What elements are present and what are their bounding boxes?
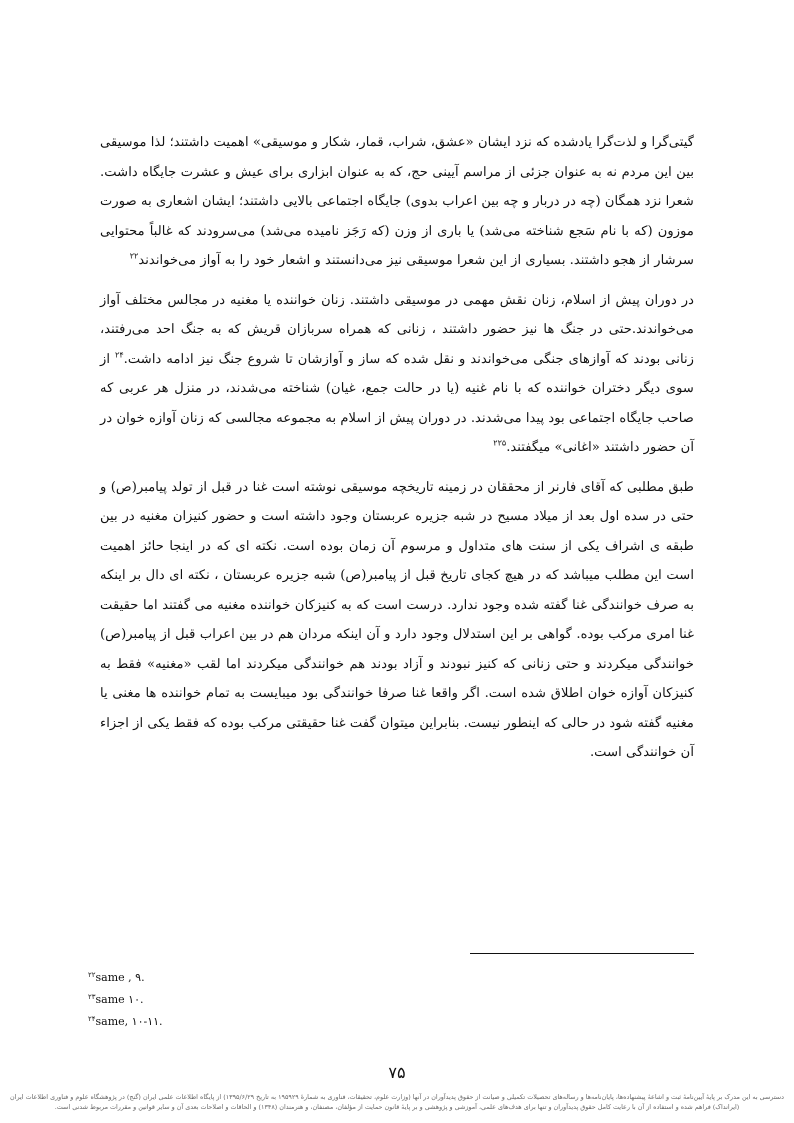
paragraph-3-text: طبق مطلبی که آقای فارنر از محققان در زمینه تاریخچه موسیقی نوشته است غنا در قبل از تولد پیامبر(ص) و حتی در سده اول بعد از میلاد مسیح در شبه جزیره عربستان وجود داشته است و حضور کنیزان مغنیه در بین طبقه ی اشراف یکی از سنت های متداول و مرسوم آن زمان بوده است. نکته ای که در اینجا حائز اهمیت است این مطلب میباشد که در هیچ کجای تاریخ قبل از پیامبر(ص) شبه جزیره عربستان ، نکته ای دال بر اینکه به صرف خوانندگی غنا گفته شده وجود ندارد. درست است که به کنیزکان خواننده مغنیه می گفتند اما حقیقت غنا امری مرکب بوده. گواهی بر این استدلال وجود دارد و آن اینکه مردان هم در بین اعراب قبل از پیامبر(ص) خوانندگی میکردند و حتی زنانی که کنیز نبودند و آزاد بودند هم خوانندگی میکردند اما لقب «مغنیه» فقط به کنیزکان آوازه خوان اطلاق شده است. اگر واقعا غنا صرفا خوانندگی بود میبایست به تمام خواننده ها مغنی یا مغنیه گفته شود در حالی که اینطور نیست. بنابراین میتوان گفت غنا حقیقتی مرکب بوده که فقط یکی از اجزاء آن خوانندگی است. xyxy=(100,479,694,760)
paragraph-1-text: گیتی‌گرا و لذت‌گرا یادشده که نزد ایشان «عشق، شراب، قمار، شکار و موسیقی» اهمیت داشتند؛ لذا موسیقی بین این مردم نه به عنوان جزئی از مراسم آیینی حج، که به عنوان ابزاری برای عیش و عشرت جایگاه داشت. شعرا نزد همگان (چه در دربار و چه بین اعراب بدوی) جایگاه اجتماعی بالایی داشتند؛ ایشان اشعاری به صورت موزون (که با نام سَجع شناخته می‌شد) یا باری از وزن (که رَجَز نامیده می‌شد) می‌سرودند که غالباً محتوایی سرشار از هجو داشتند. بسیاری از این شعرا موسیقی نیز می‌دانستند و اشعار خود را به آواز می‌خواندند xyxy=(100,135,694,268)
paragraph-3 xyxy=(100,473,694,768)
footnote-text: same ۱۰. xyxy=(95,993,144,1006)
paragraph-1 xyxy=(100,128,694,276)
footnote-item xyxy=(88,1008,388,1030)
rights-notice: دسترسی به این مدرک بر پایهٔ آیین‌نامهٔ ثبت و اشاعهٔ پیشنهاده‌ها، پایان‌نامه‌ها و رساله‌های تحصیلات تکمیلی و صیانت از حقوق پدیدآوران در آنها (وزارت علوم، تحقیقات، فناوری به شمارهٔ ۱۹۵۹۲۹ به تاریخ ۱۳۹۵/۶/۲۹) از پایگاه اطلاعات علمی ایران (گنج) در پژوهشگاه علوم و فناوری اطلاعات ایران (ایرانداک) فراهم شده و استفاده از آن با رعایت کامل حقوق پدیدآوران و تنها برای هدف‌های علمی، آموزشی و پژوهشی و بر پایهٔ قانون حمایت از مؤلفان، مصنفان، و هنرمندان (۱۳۴۸) و الحاقات و اصلاحات بعدی آن و سایر قوانین و مقررات مربوط شدنی است. xyxy=(10,1093,784,1111)
footnote-mark: ۲۳ xyxy=(88,993,96,1001)
body-text xyxy=(100,128,694,778)
footnote-item xyxy=(88,964,388,986)
footnote-text: same , ۹. xyxy=(95,971,145,984)
footnote-divider xyxy=(470,953,694,954)
footnote-ref[interactable]: ۲۲۵ xyxy=(493,438,507,448)
footnote-item xyxy=(88,986,388,1008)
paragraph-2 xyxy=(100,286,694,463)
paragraph-2-text-cont: از سوی دیگر دختران خواننده که با نام غنیه (یا در حالت جمع، غیان) شناخته می‌شدند، در منزل هر عربی که صاحب جایگاه اجتماعی بود پیدا می‌شدند. در دوران پیش از اسلام به مجموعه مجالسی که زنان آوازه خوان در آن حضور داشتند «اغانی» میگفتند. xyxy=(100,351,694,455)
page-number: ۷۵ xyxy=(388,1063,406,1082)
footnote-text: same, ۱۰-۱۱. xyxy=(95,1015,163,1028)
footnote-mark: ۲۲ xyxy=(88,971,96,979)
footnote-ref[interactable]: ۲۲ xyxy=(129,251,139,261)
footnotes xyxy=(88,964,388,1030)
footnote-ref[interactable]: ۲۴ xyxy=(115,350,124,360)
footnote-mark: ۲۴ xyxy=(88,1015,96,1023)
paragraph-2-text: در دوران پیش از اسلام، زنان نقش مهمی در موسیقی داشتند. زنان خواننده یا مغنیه در مجالس مختلف آواز می‌خواندند.حتی در جنگ ها نیز حضور داشتند ، زنانی که همراه سربازان قریش که به جنگ احد می‌رفتند، زنانی بودند که آوازهای جنگی می‌خواندند و نقل شده که ساز و آوازشان تا شروع جنگ نیز ادامه داشت. xyxy=(100,292,695,367)
